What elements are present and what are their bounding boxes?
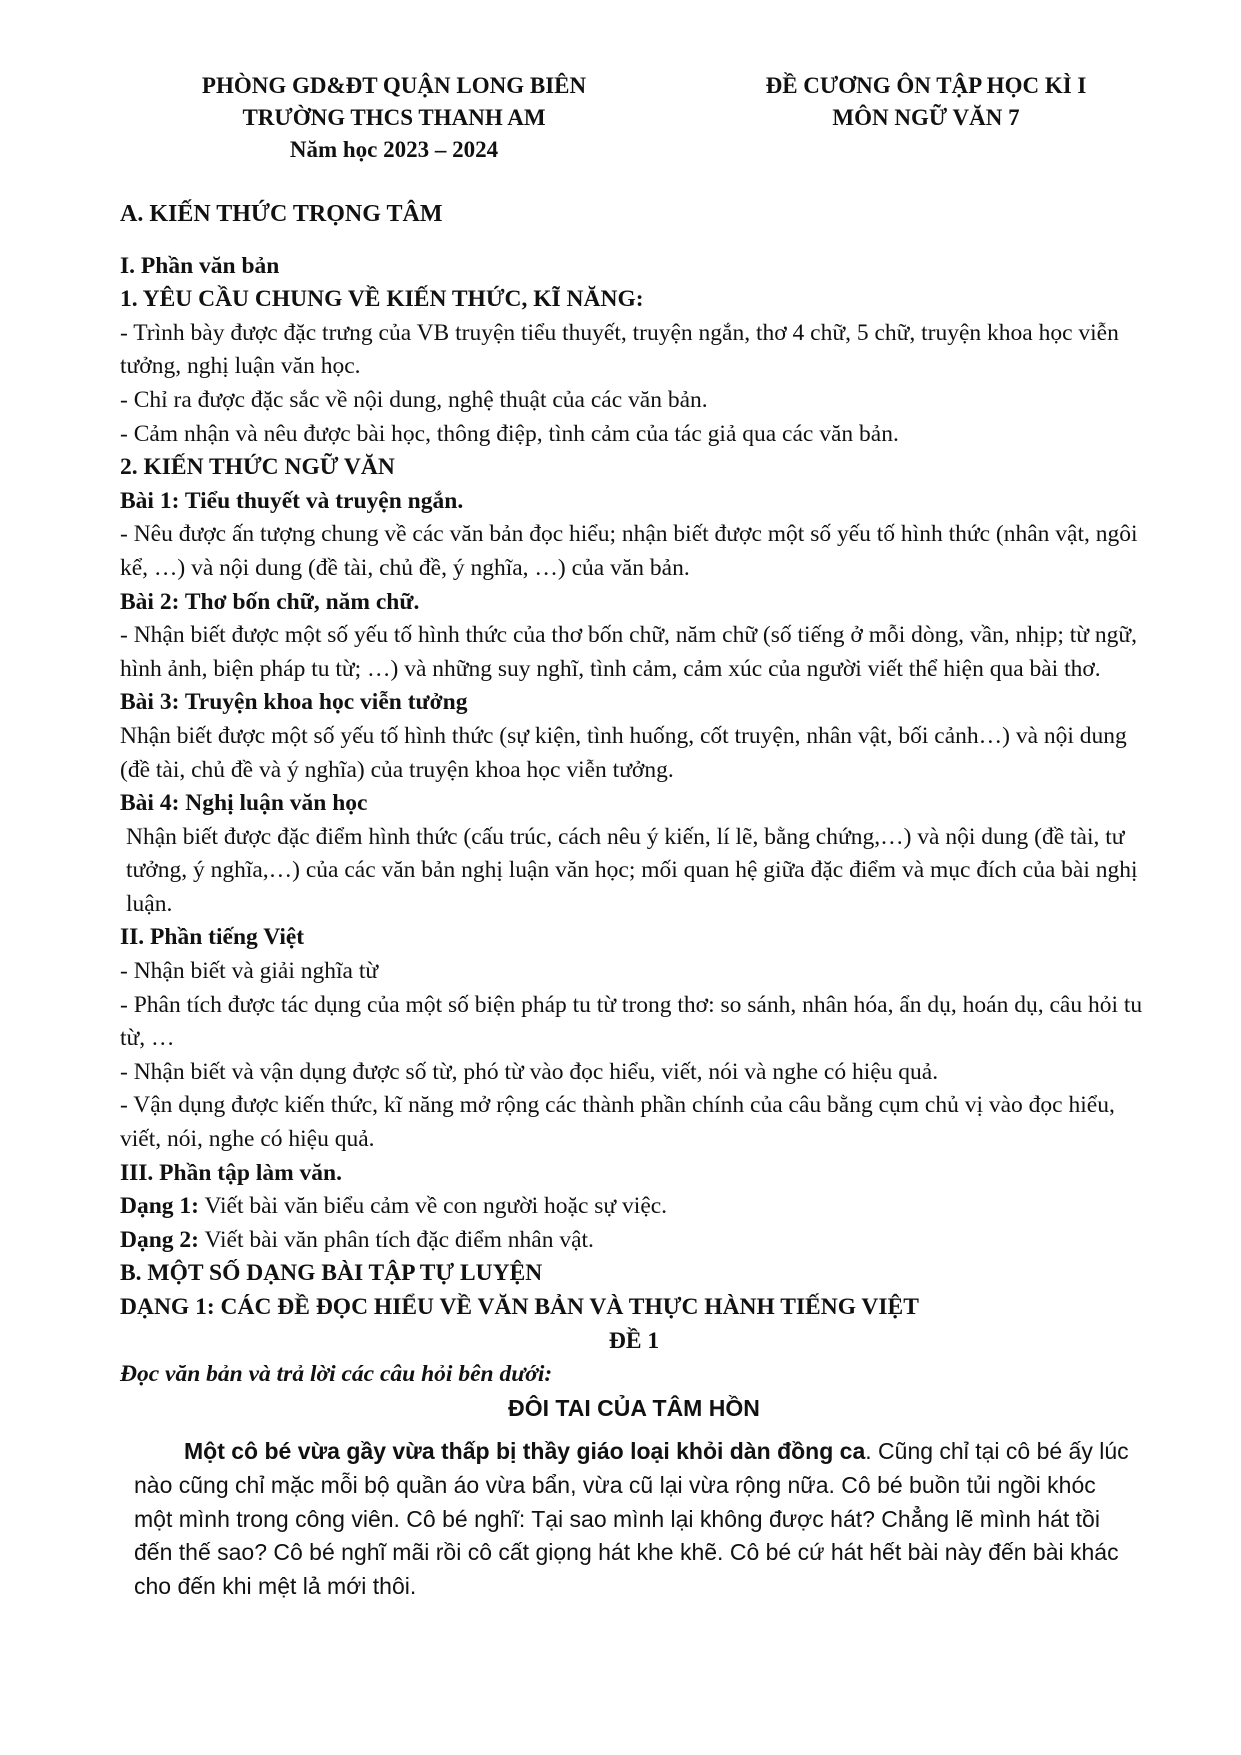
lesson-title: Bài 2: Thơ bốn chữ, năm chữ. [120,588,420,615]
part-3-title: III. Phần tập làm văn. [120,1159,342,1186]
school-name: TRƯỜNG THCS THANH AM [242,105,546,130]
literature-knowledge-title: 2. KIẾN THỨC NGỮ VĂN [120,454,395,481]
lesson-title: Bài 3: Truyện khoa học viễn tưởng [120,689,468,716]
section-a-title: A. KIẾN THỨC TRỌNG TÂM [120,201,443,227]
vietnamese-item: - Vận dụng được kiến thức, kĩ năng mở rộng các thành phần chính của câu bằng cụm chủ vị vào đọc hiểu, viết, nói, nghe có hiệu quả. [120,1092,1115,1153]
part-2-title: II. Phần tiếng Việt [120,924,305,951]
lesson-text: Nhận biết được đặc điểm hình thức (cấu trúc, cách nêu ý kiến, lí lẽ, bằng chứng,…) và nội dung (đề tài, tư tưởng, ý nghĩa,…) của các văn bản nghị luận văn học; mối quan hệ giữa đặc điểm và mục đích của bài nghị luận. [126,823,1138,917]
document-body [120,198,1148,1603]
document-title: ĐỀ CƯƠNG ÔN TẬP HỌC KÌ I [765,73,1087,98]
lesson-text: - Nhận biết được một số yếu tố hình thức của thơ bốn chữ, năm chữ (số tiếng ở mỗi dòng, vần, nhịp; từ ngữ, hình ảnh, biện pháp tu từ; …) và những suy nghĩ, tình cảm, cảm xúc của người viết thể hiện qua bài thơ. [120,622,1137,682]
exercise-type-1-title: DẠNG 1: CÁC ĐỀ ĐỌC HIỂU VỀ VĂN BẢN VÀ THỰC HÀNH TIẾNG VIỆT [120,1294,919,1320]
writing-type-label: Dạng 2: [120,1226,199,1253]
header-right [710,70,1142,134]
header-left [120,70,668,166]
requirements-title: 1. YÊU CẦU CHUNG VỀ KIẾN THỨC, KĨ NĂNG: [120,286,644,313]
requirement-item: - Trình bày được đặc trưng của VB truyện tiểu thuyết, truyện ngắn, thơ 4 chữ, 5 chữ, truyện khoa học viễn tưởng, nghị luận văn học. [120,319,1119,380]
vietnamese-item: - Nhận biết và giải nghĩa từ [120,958,379,985]
vietnamese-item: - Nhận biết và vận dụng được số từ, phó từ vào đọc hiểu, viết, nói và nghe có hiệu quả. [120,1058,939,1085]
requirement-item: - Chỉ ra được đặc sắc về nội dung, nghệ thuật của các văn bản. [120,386,708,413]
writing-type-label: Dạng 1: [120,1193,199,1220]
subject-title: MÔN NGỮ VĂN 7 [832,105,1020,130]
lesson-title: Bài 4: Nghị luận văn học [120,790,368,817]
exam-title: ĐỀ 1 [608,1327,660,1354]
lesson-text: Nhận biết được một số yếu tố hình thức (sự kiện, tình huống, cốt truyện, nhân vật, bối cảnh…) và nội dung (đề tài, chủ đề và ý nghĩa) của truyện khoa học viễn tưởng. [120,722,1127,783]
story-paragraph [120,1435,1134,1603]
vietnamese-item: - Phân tích được tác dụng của một số biện pháp tu từ trong thơ: so sánh, nhân hóa, ẩn dụ, hoán dụ, câu hỏi tu từ, … [120,991,1143,1052]
story-lead: Một cô bé vừa gầy vừa thấp bị thầy giáo loại khỏi dàn đồng ca [184,1438,866,1465]
writing-type-text: Viết bài văn phân tích đặc điểm nhân vật. [199,1226,594,1253]
school-year: Năm học 2023 – 2024 [289,137,499,162]
lesson-title: Bài 1: Tiểu thuyết và truyện ngắn. [120,487,464,514]
section-b-title: B. MỘT SỐ DẠNG BÀI TẬP TỰ LUYỆN [120,1260,543,1287]
reading-instruction: Đọc văn bản và trả lời các câu hỏi bên dưới: [120,1361,553,1388]
writing-type [120,1190,1148,1224]
lesson-text: - Nêu được ấn tượng chung về các văn bản đọc hiểu; nhận biết được một số yếu tố hình thức (nhân vật, ngôi kể, …) và nội dung (đề tài, chủ đề, ý nghĩa, …) của văn bản. [120,521,1138,581]
writing-type-text: Viết bài văn biểu cảm về con người hoặc sự việc. [199,1193,668,1220]
story-text: . Cũng chỉ tại cô bé ấy lúc nào cũng chỉ mặc mỗi bộ quần áo vừa bẩn, vừa cũ lại vừa rộng nữa. Cô bé buồn tủi ngồi khóc một mình trong công viên. Cô bé nghĩ: Tại sao mình lại không được hát? Chẳng lẽ mình hát tồi đến thế sao? Cô bé nghĩ mãi rồi cô cất giọng hát khe khẽ. Cô bé cứ hát hết bài này đến bài khác cho đến khi mệt lả mới thôi. [134,1438,1129,1599]
requirement-item: - Cảm nhận và nêu được bài học, thông điệp, tình cảm của tác giả qua các văn bản. [120,420,899,447]
department-name: PHÒNG GD&ĐT QUẬN LONG BIÊN [201,73,587,98]
writing-type [120,1224,1148,1258]
story-title: ĐÔI TAI CỦA TÂM HỒN [508,1394,760,1421]
part-1-title: I. Phần văn bản [120,252,280,279]
